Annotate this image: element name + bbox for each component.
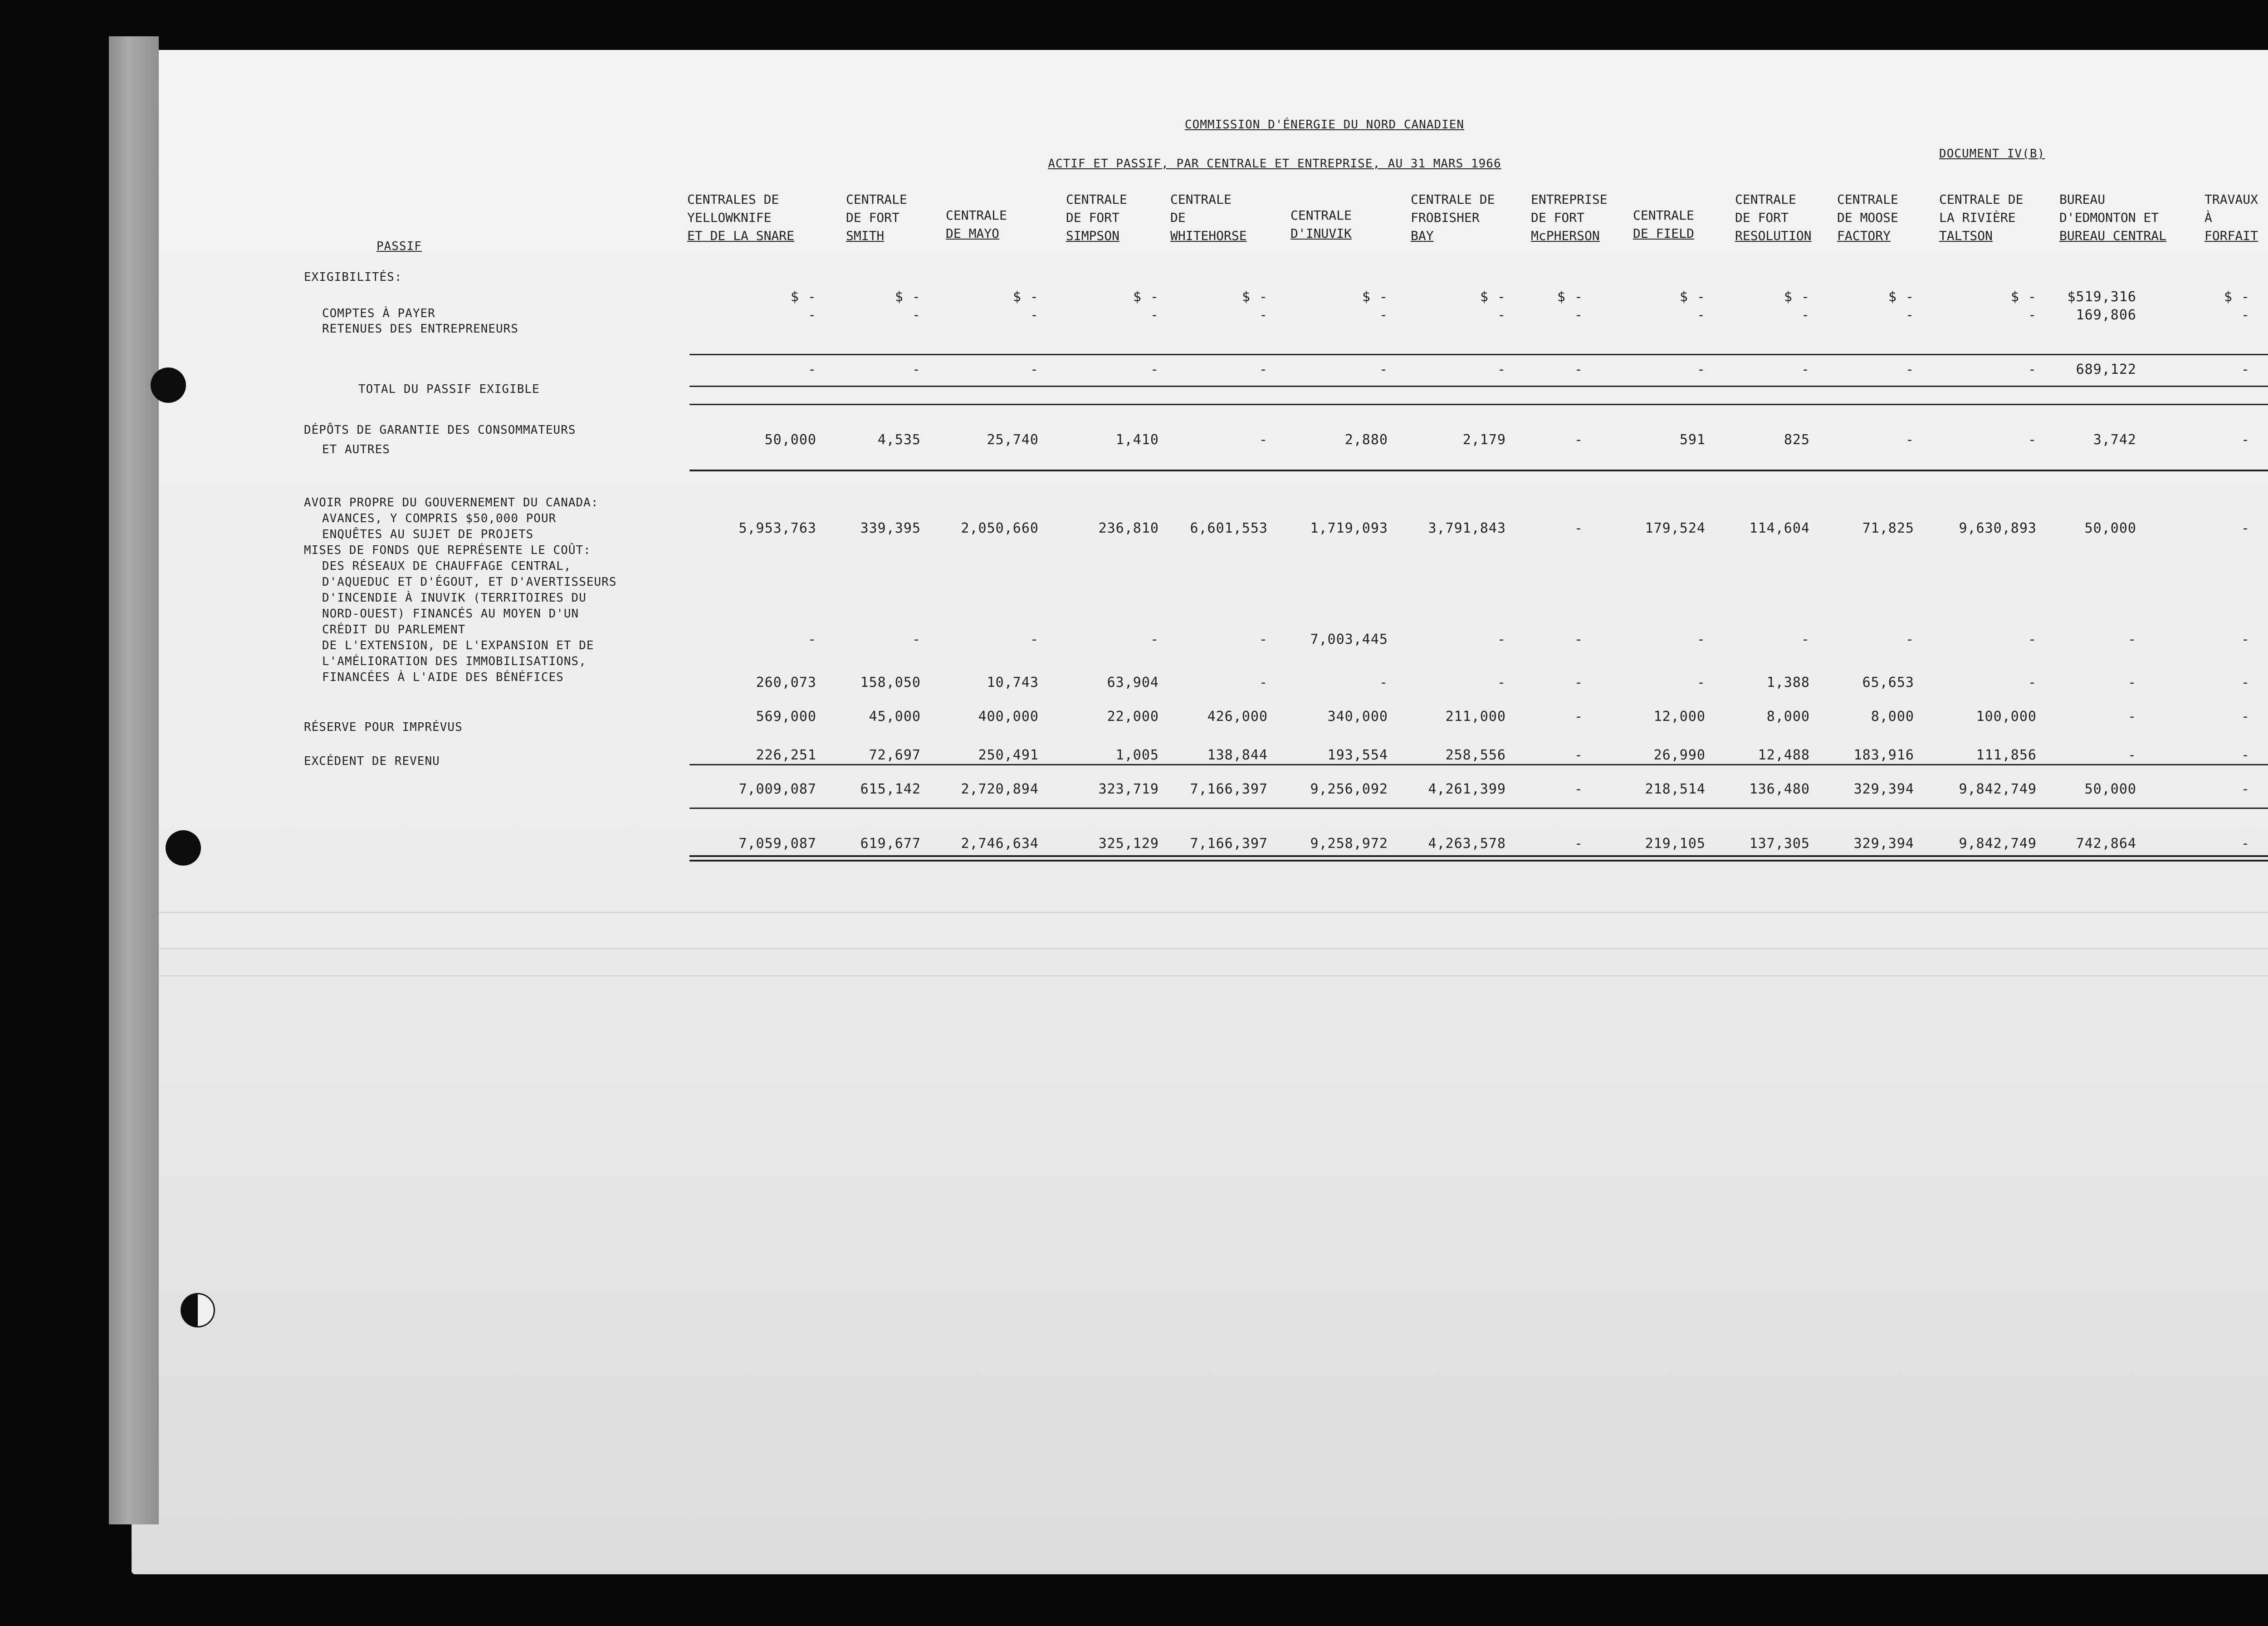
column-header-line: CENTRALES DE (687, 192, 779, 207)
table-cell: - (1905, 432, 1914, 448)
table-cell: 8,000 (1871, 709, 1914, 725)
column-header-line: DE FORT (1531, 210, 1585, 225)
table-cell: 825 (1784, 432, 1810, 448)
column-header-line: CENTRALE (1837, 192, 1898, 207)
punch-hole (181, 1293, 215, 1327)
table-cell: 4,535 (877, 432, 921, 448)
column-header-line: FACTORY (1837, 228, 1891, 243)
row-label-avoir: D'INCENDIE À INUVIK (TERRITOIRES DU (322, 591, 587, 605)
column-header (1170, 191, 1247, 245)
table-cell: - (1150, 362, 1159, 377)
column-header-line: SIMPSON (1066, 228, 1120, 243)
table-cell: 45,000 (869, 709, 921, 725)
table-cell: - (1574, 747, 1583, 763)
table-cell: 179,524 (1645, 520, 1706, 536)
table-cell: - (1259, 307, 1268, 323)
table-cell: 9,256,092 (1310, 781, 1388, 797)
table-cell: - (1379, 675, 1388, 691)
table-cell: - (2028, 632, 2037, 647)
table-cell: 7,059,087 (738, 836, 816, 852)
column-header-line: YELLOWKNIFE (687, 210, 772, 225)
table-cell: - (2127, 675, 2136, 691)
table-cell: - (1574, 520, 1583, 536)
table-cell: - (2241, 307, 2250, 323)
table-cell: 7,166,397 (1190, 836, 1268, 852)
column-header-line: RESOLUTION (1735, 228, 1812, 243)
table-cell: 3,742 (2093, 432, 2136, 448)
table-cell: 138,844 (1207, 747, 1268, 763)
table-cell: - (2241, 836, 2250, 852)
table-cell: - (2127, 632, 2136, 647)
row-label-avoir: CRÉDIT DU PARLEMENT (322, 623, 466, 637)
column-header (1633, 206, 1694, 243)
column-header-line: ET DE LA SNARE (687, 228, 795, 243)
table-cell: $ - (894, 289, 921, 305)
table-cell: 1,005 (1115, 747, 1159, 763)
table-cell: 1,410 (1115, 432, 1159, 448)
column-header-line: BUREAU (2059, 192, 2106, 207)
table-cell: 339,395 (860, 520, 921, 536)
column-header (1411, 191, 1495, 245)
column-header-line: CENTRALE (1735, 192, 1796, 207)
column-header-line: TALTSON (1939, 228, 1993, 243)
table-cell: $ - (1133, 289, 1159, 305)
table-cell: $ - (1480, 289, 1506, 305)
table-cell: - (912, 632, 921, 647)
table-cell: - (1574, 632, 1583, 647)
table-cell: $ - (1362, 289, 1388, 305)
table-cell: 340,000 (1327, 709, 1388, 725)
table-cell: - (2241, 632, 2250, 647)
table-cell: 114,604 (1749, 520, 1810, 536)
table-cell: 4,261,399 (1428, 781, 1506, 797)
column-header-line: SMITH (846, 228, 885, 243)
table-cell: - (2028, 307, 2037, 323)
table-cell: - (1030, 632, 1039, 647)
row-label-avoir: DE L'EXTENSION, DE L'EXPANSION ET DE (322, 639, 594, 652)
table-cell: 9,630,893 (1959, 520, 2037, 536)
punch-hole (151, 367, 186, 403)
row-label-avoir: FINANCÉES À L'AIDE DES BÉNÉFICES (322, 671, 564, 684)
table-rule (689, 808, 2268, 809)
table-cell: 4,263,578 (1428, 836, 1506, 852)
column-header-line: CENTRALE DE (1939, 192, 2024, 207)
table-cell: 1,388 (1766, 675, 1810, 691)
column-header (1066, 191, 1127, 245)
table-cell: - (1379, 362, 1388, 377)
table-cell: 7,166,397 (1190, 781, 1268, 797)
table-rule (689, 855, 2268, 857)
table-cell: $ - (1888, 289, 1914, 305)
table-cell: 8,000 (1766, 709, 1810, 725)
table-cell: - (1150, 307, 1159, 323)
table-cell: - (912, 307, 921, 323)
table-cell: 329,394 (1853, 836, 1914, 852)
column-header-line: LA RIVIÈRE (1939, 210, 2016, 225)
table-cell: $ - (1242, 289, 1268, 305)
column-header-line: CENTRALE (1290, 208, 1352, 223)
row-label-exigibilites: EXIGIBILITÉS: (304, 270, 402, 284)
table-cell: 236,810 (1098, 520, 1159, 536)
table-cell: 2,050,660 (961, 520, 1039, 536)
row-label-avoir: D'AQUEDUC ET D'ÉGOUT, ET D'AVERTISSEURS (322, 575, 617, 589)
table-cell: 169,806 (2076, 307, 2136, 323)
table-cell: 137,305 (1749, 836, 1810, 852)
row-label-retenues: RETENUES DES ENTREPRENEURS (322, 322, 518, 336)
table-cell: 111,856 (1976, 747, 2037, 763)
table-cell: 258,556 (1445, 747, 1506, 763)
table-cell: - (1259, 362, 1268, 377)
column-header-line: BAY (1411, 228, 1434, 243)
column-header-line: D'INUVIK (1290, 226, 1352, 241)
column-header-line: DE MAYO (946, 226, 1000, 241)
table-cell: - (1696, 632, 1706, 647)
table-cell: $ - (1012, 289, 1039, 305)
table-cell: - (1030, 362, 1039, 377)
column-header (687, 191, 794, 245)
table-cell: 193,554 (1327, 747, 1388, 763)
row-label-total-exigible: TOTAL DU PASSIF EXIGIBLE (358, 382, 540, 396)
doc-title: ACTIF ET PASSIF, PAR CENTRALE ET ENTREPRISE, AU 31 MARS 1966 (1048, 157, 1501, 171)
table-cell: 2,720,894 (961, 781, 1039, 797)
table-cell: 26,990 (1653, 747, 1706, 763)
column-header (1290, 206, 1352, 243)
column-header-line: McPHERSON (1531, 228, 1600, 243)
table-cell: - (2028, 362, 2037, 377)
table-cell: 12,488 (1758, 747, 1810, 763)
punch-hole (166, 830, 201, 866)
column-header-line: CENTRALE (1066, 192, 1127, 207)
table-cell: 211,000 (1445, 709, 1506, 725)
binding-strip (109, 36, 159, 1524)
column-header-line: FORFAIT (2204, 228, 2258, 243)
table-cell: $ - (2224, 289, 2250, 305)
doc-reference: DOCUMENT IV(B) (1939, 147, 2045, 161)
table-cell: 742,864 (2076, 836, 2136, 852)
column-header-line: BUREAU CENTRAL (2059, 228, 2167, 243)
table-cell: - (1574, 307, 1583, 323)
table-cell: 591 (1679, 432, 1706, 448)
table-cell: 25,740 (987, 432, 1039, 448)
table-cell: 71,825 (1862, 520, 1914, 536)
table-cell: 400,000 (978, 709, 1039, 725)
column-header (846, 191, 907, 245)
table-cell: 183,916 (1853, 747, 1914, 763)
table-cell: 218,514 (1645, 781, 1706, 797)
table-cell: $ - (1679, 289, 1706, 305)
row-label-avoir: ENQUÊTES AU SUJET DE PROJETS (322, 528, 534, 541)
table-cell: 65,653 (1862, 675, 1914, 691)
table-cell: - (1497, 362, 1506, 377)
table-cell: - (1905, 362, 1914, 377)
table-cell: 50,000 (764, 432, 816, 448)
column-header-line: DE FORT (846, 210, 900, 225)
table-cell: - (2241, 362, 2250, 377)
table-cell: 2,746,634 (961, 836, 1039, 852)
column-header-line: CENTRALE (1633, 208, 1694, 223)
column-header-line: CENTRALE DE (1411, 192, 1495, 207)
table-rule (689, 860, 2268, 862)
table-cell: - (1379, 307, 1388, 323)
table-cell: $ - (1784, 289, 1810, 305)
table-rule (689, 470, 2268, 471)
document-page (132, 50, 2268, 1574)
table-cell: 136,480 (1749, 781, 1810, 797)
table-cell: - (1696, 362, 1706, 377)
table-cell: - (1497, 675, 1506, 691)
table-cell: - (2241, 520, 2250, 536)
table-cell: 10,743 (987, 675, 1039, 691)
table-cell: 250,491 (978, 747, 1039, 763)
column-header (946, 206, 1007, 243)
table-cell: - (1905, 632, 1914, 647)
column-header-line: DE FORT (1066, 210, 1120, 225)
table-cell: $ - (2010, 289, 2037, 305)
row-label-depots: DÉPÔTS DE GARANTIE DES CONSOMMATEURS (304, 423, 576, 437)
table-cell: - (1801, 632, 1810, 647)
column-header-line: DE (1170, 210, 1186, 225)
table-cell: 3,791,843 (1428, 520, 1506, 536)
table-cell: - (2028, 675, 2037, 691)
table-cell: 325,129 (1098, 836, 1159, 852)
table-cell: 100,000 (1976, 709, 2037, 725)
table-cell: 1,719,093 (1310, 520, 1388, 536)
table-cell: - (1259, 675, 1268, 691)
column-header (1531, 191, 1608, 245)
row-label-avoir: AVANCES, Y COMPRIS $50,000 POUR (322, 512, 557, 525)
column-header-line: ENTREPRISE (1531, 192, 1608, 207)
table-rule (689, 386, 2268, 387)
table-cell: - (1574, 781, 1583, 797)
table-cell: 619,677 (860, 836, 921, 852)
table-cell: 2,179 (1462, 432, 1506, 448)
table-cell: - (1497, 632, 1506, 647)
column-header-line: DE FIELD (1633, 226, 1694, 241)
table-cell: - (807, 307, 816, 323)
table-cell: - (912, 362, 921, 377)
row-label-avoir: AVOIR PROPRE DU GOUVERNEMENT DU CANADA: (304, 496, 599, 509)
table-cell: - (1497, 307, 1506, 323)
table-cell: - (2028, 432, 2037, 448)
column-header-line: WHITEHORSE (1170, 228, 1247, 243)
table-cell: 158,050 (860, 675, 921, 691)
section-label: PASSIF (376, 240, 422, 253)
table-cell: 260,073 (756, 675, 816, 691)
table-cell: 226,251 (756, 747, 816, 763)
row-label-comptes: COMPTES À PAYER (322, 307, 435, 320)
table-cell: - (2127, 709, 2136, 725)
row-label-avoir: L'AMÉLIORATION DES IMMOBILISATIONS, (322, 655, 587, 668)
table-cell: - (1030, 307, 1039, 323)
table-cell: 426,000 (1207, 709, 1268, 725)
row-label-avoir: MISES DE FONDS QUE REPRÉSENTE LE COÛT: (304, 544, 591, 557)
column-header-line: TRAVAUX (2204, 192, 2258, 207)
column-header (1837, 191, 1898, 245)
table-cell: - (1574, 362, 1583, 377)
table-cell: - (1696, 307, 1706, 323)
table-cell: 6,601,553 (1190, 520, 1268, 536)
row-label-depots: ET AUTRES (322, 443, 390, 456)
table-cell: - (1696, 675, 1706, 691)
table-cell: 22,000 (1107, 709, 1159, 725)
table-cell: - (1574, 675, 1583, 691)
table-cell: $ - (790, 289, 816, 305)
table-cell: 63,904 (1107, 675, 1159, 691)
column-header-line: FROBISHER (1411, 210, 1480, 225)
row-label-avoir: DES RÉSEAUX DE CHAUFFAGE CENTRAL, (322, 559, 572, 573)
row-label-avoir: NORD-OUEST) FINANCÉS AU MOYEN D'UN (322, 607, 579, 621)
table-cell: 323,719 (1098, 781, 1159, 797)
column-header-line: DE FORT (1735, 210, 1789, 225)
table-cell: - (1801, 307, 1810, 323)
column-header-line: À (2204, 210, 2212, 225)
table-cell: - (2241, 675, 2250, 691)
table-cell: 50,000 (2084, 520, 2136, 536)
table-cell: - (2241, 432, 2250, 448)
table-cell: - (1801, 362, 1810, 377)
table-cell: 7,009,087 (738, 781, 816, 797)
table-cell: - (1574, 709, 1583, 725)
table-cell: - (2127, 747, 2136, 763)
column-header-line: CENTRALE (946, 208, 1007, 223)
table-cell: - (1150, 632, 1159, 647)
table-cell: - (1259, 632, 1268, 647)
table-cell: 7,003,445 (1310, 632, 1388, 647)
column-header (1735, 191, 1812, 245)
column-header (2204, 191, 2258, 245)
table-cell: - (1259, 432, 1268, 448)
table-cell: 689,122 (2076, 362, 2136, 377)
table-cell: - (807, 362, 816, 377)
column-header-line: CENTRALE (846, 192, 907, 207)
table-rule (689, 354, 2268, 355)
table-cell: - (2241, 781, 2250, 797)
table-cell: - (807, 632, 816, 647)
table-cell: 5,953,763 (738, 520, 816, 536)
table-cell: 9,842,749 (1959, 781, 2037, 797)
table-cell: 50,000 (2084, 781, 2136, 797)
table-cell: 9,258,972 (1310, 836, 1388, 852)
column-header-line: CENTRALE (1170, 192, 1232, 207)
table-cell: 615,142 (860, 781, 921, 797)
table-cell: $519,316 (2067, 289, 2136, 305)
table-cell: 2,880 (1344, 432, 1388, 448)
column-header-line: DE MOOSE (1837, 210, 1898, 225)
table-cell: 219,105 (1645, 836, 1706, 852)
table-cell: $ - (1557, 289, 1583, 305)
table-cell: - (2241, 709, 2250, 725)
table-cell: 9,842,749 (1959, 836, 2037, 852)
column-header-line: D'EDMONTON ET (2059, 210, 2159, 225)
table-cell: - (1574, 432, 1583, 448)
column-header (2059, 191, 2166, 245)
column-header (1939, 191, 2023, 245)
table-rule (689, 764, 2268, 765)
table-cell: - (2241, 747, 2250, 763)
table-cell: - (1574, 836, 1583, 852)
table-cell: - (1905, 307, 1914, 323)
table-cell: 72,697 (869, 747, 921, 763)
row-label-reserve: RÉSERVE POUR IMPRÉVUS (304, 720, 463, 734)
org-title: COMMISSION D'ÉNERGIE DU NORD CANADIEN (1184, 118, 1465, 132)
table-cell: 329,394 (1853, 781, 1914, 797)
table-rule (689, 404, 2268, 405)
table-cell: 569,000 (756, 709, 816, 725)
row-label-excedent: EXCÉDENT DE REVENU (304, 754, 440, 768)
table-cell: 12,000 (1653, 709, 1706, 725)
